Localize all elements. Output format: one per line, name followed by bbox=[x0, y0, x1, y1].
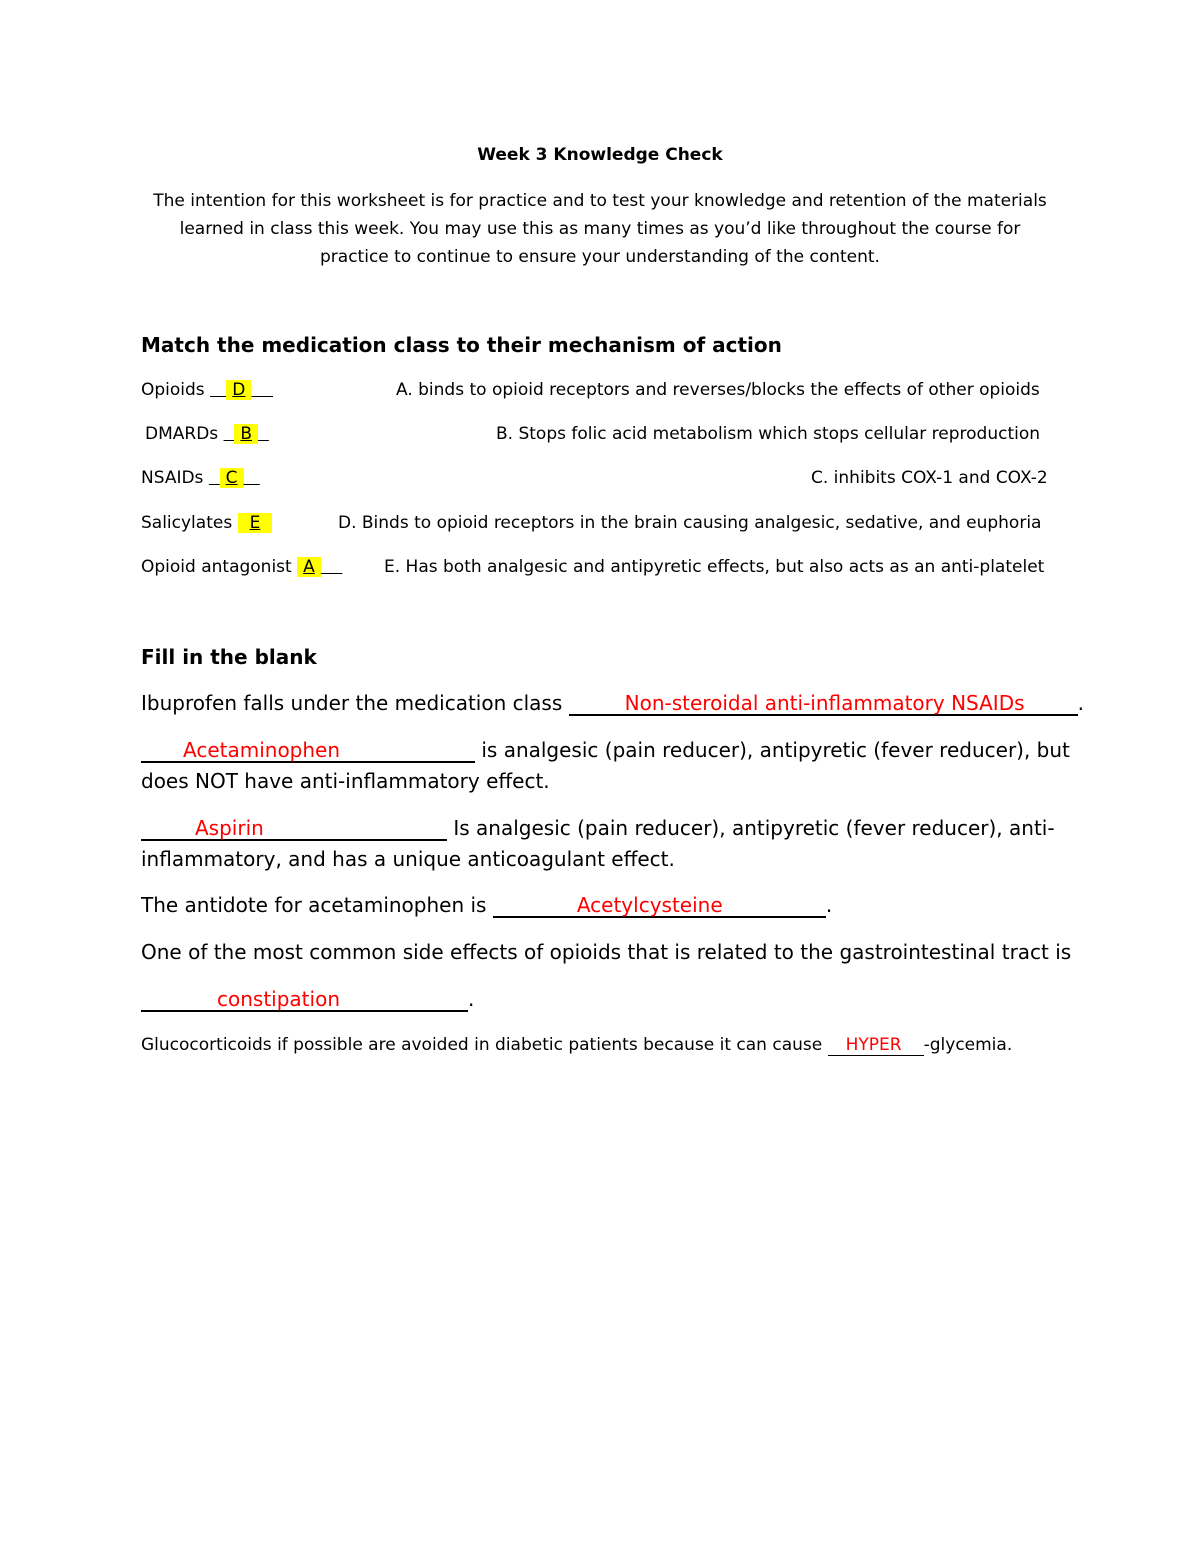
question-3 bbox=[141, 816, 1055, 841]
question-text: is analgesic (pain reducer), antipyretic (fever reducer), but bbox=[475, 738, 1070, 762]
intro-paragraph bbox=[140, 187, 1060, 271]
question-6 bbox=[141, 1035, 1012, 1056]
match-term bbox=[145, 424, 269, 444]
answer-blank[interactable] bbox=[141, 739, 475, 763]
match-option: B. Stops folic acid metabolism which stops cellular reproduction bbox=[496, 424, 1041, 444]
question-text: The antidote for acetaminophen is bbox=[141, 893, 493, 917]
match-term bbox=[141, 380, 273, 400]
question-text: Ibuprofen falls under the medication class bbox=[141, 691, 569, 715]
answer-text: Non-steroidal anti-inflammatory NSAIDs bbox=[624, 691, 1025, 715]
answer-blank[interactable] bbox=[141, 988, 468, 1012]
intro-line: practice to continue to ensure your understanding of the content. bbox=[320, 247, 880, 267]
term-label: Opioids bbox=[141, 380, 211, 400]
answer-field[interactable]: D bbox=[226, 380, 251, 400]
match-term bbox=[141, 468, 260, 488]
answer-blank[interactable] bbox=[141, 817, 447, 841]
answer-blank[interactable] bbox=[569, 692, 1078, 716]
match-option: A. binds to opioid receptors and reverses/blocks the effects of other opioids bbox=[396, 380, 1040, 400]
match-term bbox=[141, 513, 272, 533]
match-heading: Match the medication class to their mechanism of action bbox=[141, 333, 782, 357]
match-option: D. Binds to opioid receptors in the brain causing analgesic, sedative, and euphoria bbox=[338, 513, 1042, 533]
question-2 bbox=[141, 738, 1070, 763]
term-label: Opioid antagonist bbox=[141, 557, 298, 577]
answer-field[interactable]: C bbox=[220, 468, 244, 488]
question-text: Glucocorticoids if possible are avoided in diabetic patients because it can cause bbox=[141, 1035, 828, 1055]
answer-blank[interactable] bbox=[493, 894, 826, 918]
term-label: NSAIDs bbox=[141, 468, 209, 488]
answer-field[interactable]: E bbox=[238, 513, 273, 533]
question-text: -glycemia. bbox=[923, 1035, 1013, 1055]
term-label: DMARDs bbox=[145, 424, 224, 444]
page-title: Week 3 Knowledge Check bbox=[477, 145, 723, 165]
answer-field[interactable]: A bbox=[297, 557, 321, 577]
answer-blank[interactable] bbox=[828, 1035, 924, 1056]
question-punct: . bbox=[468, 987, 475, 1011]
answer-text: Acetaminophen bbox=[183, 738, 341, 762]
match-term bbox=[141, 557, 342, 577]
question-2-cont: does NOT have anti-inflammatory effect. bbox=[141, 769, 550, 793]
question-1 bbox=[141, 691, 1084, 716]
question-5: One of the most common side effects of opioids that is related to the gastrointestinal tract is bbox=[141, 940, 1072, 964]
match-option: E. Has both analgesic and antipyretic effects, but also acts as an anti-platelet bbox=[384, 557, 1045, 577]
question-punct: . bbox=[1077, 691, 1084, 715]
intro-line: learned in class this week. You may use this as many times as you’d like throughout the course for bbox=[179, 219, 1021, 239]
term-label: Salicylates bbox=[141, 513, 238, 533]
match-option: C. inhibits COX-1 and COX-2 bbox=[811, 468, 1048, 488]
answer-text: Aspirin bbox=[195, 816, 264, 840]
question-text: Is analgesic (pain reducer), antipyretic (fever reducer), anti- bbox=[447, 816, 1055, 840]
fill-heading: Fill in the blank bbox=[141, 645, 317, 669]
answer-text: HYPER bbox=[845, 1035, 902, 1055]
question-3-cont: inflammatory, and has a unique anticoagulant effect. bbox=[141, 847, 675, 871]
intro-line: The intention for this worksheet is for practice and to test your knowledge and retention of the materials bbox=[153, 191, 1047, 211]
question-punct: . bbox=[825, 893, 833, 917]
answer-text: Acetylcysteine bbox=[576, 893, 723, 917]
question-5-answer bbox=[141, 987, 474, 1012]
question-4 bbox=[141, 893, 832, 918]
answer-text: constipation bbox=[217, 987, 340, 1011]
answer-field[interactable]: B bbox=[234, 424, 258, 444]
